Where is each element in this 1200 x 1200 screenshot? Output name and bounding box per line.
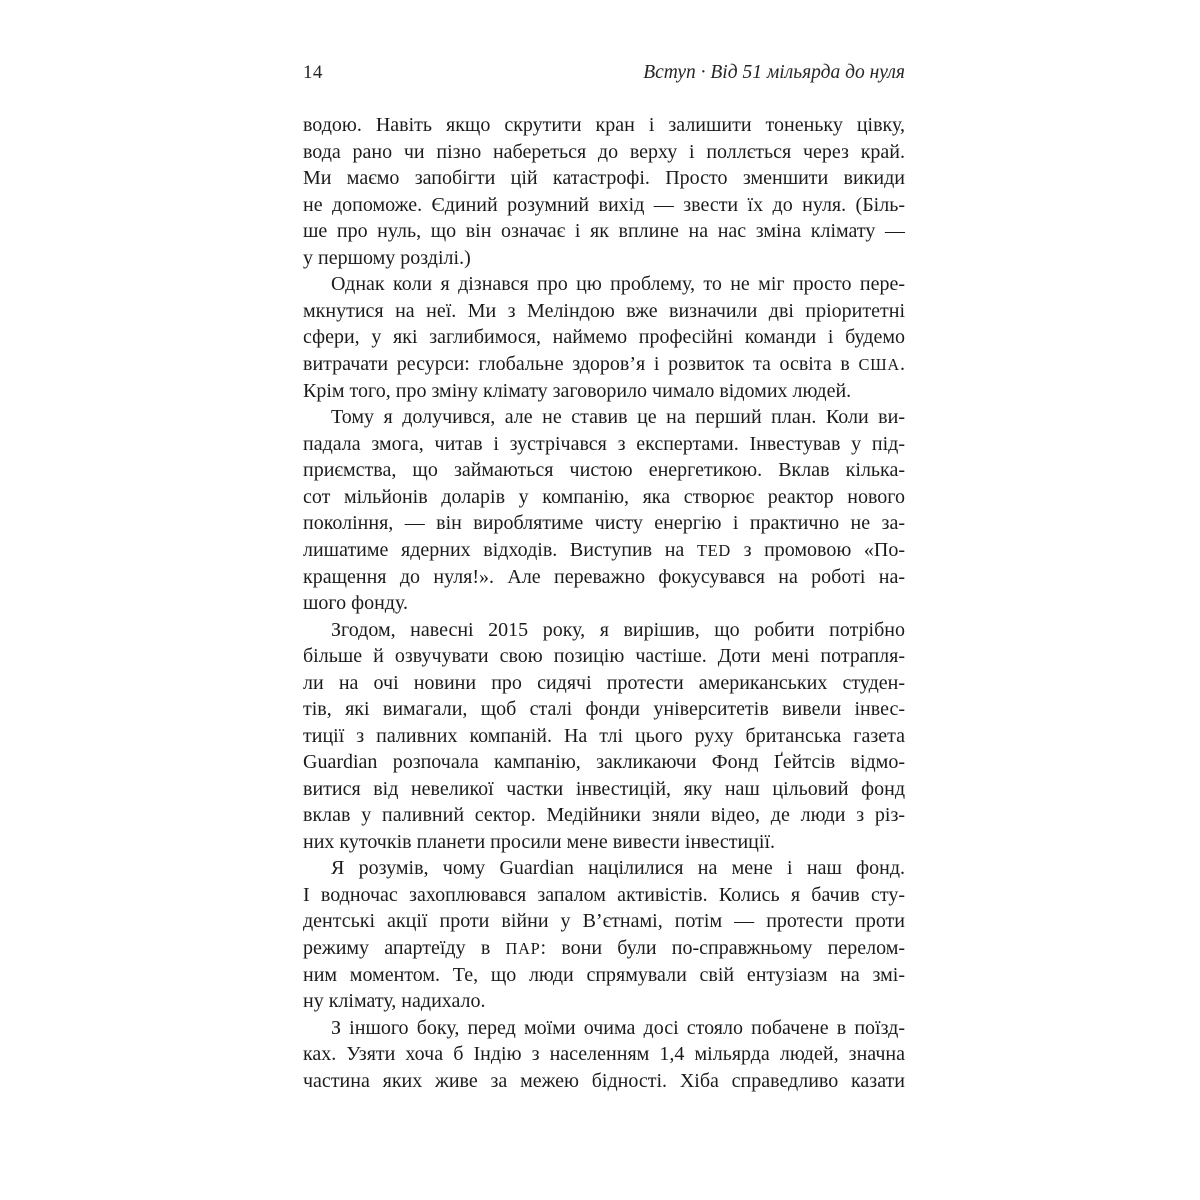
small-caps-text: США <box>858 354 900 374</box>
page-number: 14 <box>303 62 323 83</box>
text-line: більше й озвучувати свою позицію частіше. Доти мені потрапля- <box>303 645 905 667</box>
text-line: кращення до нуля!». Але переважно фокусувався на роботі на- <box>303 565 905 588</box>
paragraph <box>303 404 905 617</box>
text-line: Однак коли я дізнався про цю проблему, то не міг просто пере- <box>331 273 905 295</box>
text-line: мкнутися на неї. Ми з Меліндою вже визначили дві пріоритетні <box>303 299 905 322</box>
text-line: З іншого боку, перед моїми очима досі стояло побачене в поїзд- <box>331 1016 905 1039</box>
text-line: ше про нуль, що він означає і як вплине на нас зміна клімату — <box>303 220 905 242</box>
paragraph <box>303 271 905 404</box>
text-line: водою. Навіть якщо скрутити кран і залишити тоненьку цівку, <box>303 114 905 136</box>
text-line: І водночас захоплювався запалом активістів. Колись я бачив сту- <box>303 883 905 906</box>
text-line: витися від невеликої частки інвестицій, яку наш цільовий фонд <box>303 777 905 800</box>
text-line: Згодом, навесні 2015 року, я вирішив, що робити потрібно <box>331 618 905 641</box>
text-line: не допоможе. Єдиний розумний вихід — звести їх до нуля. (Біль- <box>303 193 905 216</box>
text-line: Ми маємо запобігти цій катастрофі. Просто зменшити викиди <box>303 167 905 189</box>
text-line: у першому розділі.) <box>303 246 471 269</box>
text-line: приємства, що займаються чистою енергетикою. Вклав кілька- <box>303 459 905 481</box>
text-line: режиму апартеїду в ПАР: вони були по-справжньому перелом- <box>303 936 905 959</box>
text-line: Я розумів, чому Guardian націлилися на мене і наш фонд. <box>331 857 905 879</box>
body-text <box>303 112 905 1094</box>
running-title: Вступ · Від 51 мільярда до нуля <box>643 62 905 83</box>
text-line: ним моментом. Те, що люди спрямували свій ентузіазм на змі- <box>303 963 905 986</box>
text-line: покоління, — він вироблятиме чисту енергію і практично не за- <box>303 512 905 534</box>
text-line: дентські акції проти війни у В’єтнамі, потім — протести проти <box>303 910 905 932</box>
small-caps-text: ПАР <box>505 938 541 958</box>
text-line: вклав у паливний сектор. Медійники зняли відео, де люди з різ- <box>303 804 905 826</box>
text-line: Тому я долучився, але не ставив це на перший план. Коли ви- <box>331 406 905 428</box>
paragraph <box>303 855 905 1015</box>
text-line: сфери, у які заглибимося, наймемо професійні команди і будемо <box>303 326 905 348</box>
text-line: частина яких живе за межею бідності. Хіба справедливо казати <box>303 1069 905 1092</box>
paragraph <box>303 1015 905 1095</box>
text-line: Крім того, про зміну клімату заговорило чимало відомих людей. <box>303 379 852 402</box>
text-line: лишатиме ядерних відходів. Виступив на TED з промовою «По- <box>303 538 905 561</box>
text-line: шого фонду. <box>303 592 408 614</box>
running-header <box>303 62 905 84</box>
text-line: ли на очі новини про сидячі протести американських студен- <box>303 671 905 694</box>
text-line: тиції з паливних компаній. На тлі цього руху британська газета <box>303 724 905 747</box>
text-line: них куточків планети просили мене вивести інвестиції. <box>303 830 776 853</box>
text-line: ну клімату, надихало. <box>303 990 486 1012</box>
paragraph <box>303 617 905 856</box>
text-line: витрачати ресурси: глобальне здоров’я і розвиток та освіта в США. <box>303 352 905 375</box>
small-caps-text: TED <box>696 540 731 560</box>
text-line: сот мільйонів доларів у компанію, яка створює реактор нового <box>303 485 905 508</box>
text-line: Guardian розпочала кампанію, закликаючи Фонд Ґейтсів відмо- <box>303 751 905 773</box>
text-line: ках. Узяти хоча б Індію з населенням 1,4 мільярда людей, значна <box>303 1043 905 1065</box>
text-line: вода рано чи пізно набереться до верху і поллється через край. <box>303 140 905 163</box>
paragraph <box>303 112 905 271</box>
text-line: тів, які вимагали, щоб сталі фонди університетів вивели інвес- <box>303 698 905 720</box>
text-line: падала змога, читав і зустрічався з експертами. Інвестував у під- <box>303 432 905 455</box>
